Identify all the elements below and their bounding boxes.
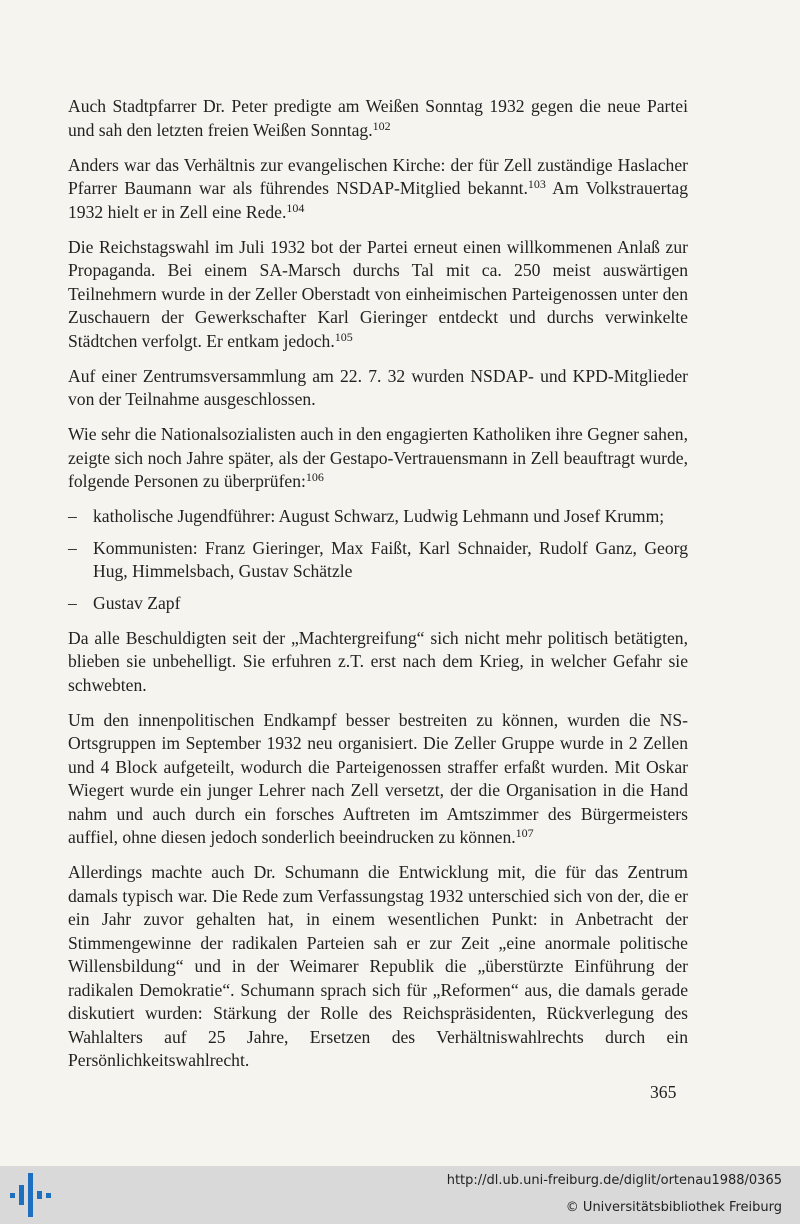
paragraph: [68, 95, 688, 142]
list-dash: –: [68, 506, 77, 526]
list-dash: –: [68, 592, 77, 613]
paragraph: [68, 365, 688, 412]
page-body: [68, 95, 688, 1084]
copyright-text: © Universitätsbibliothek Freiburg: [565, 1200, 782, 1215]
list-item: [68, 505, 688, 529]
footer-bar: [0, 1166, 800, 1224]
paragraph-text: Auch Stadtpfarrer Dr. Peter predigte am Weißen Sonntag 1932 gegen die neue Partei und sah den letzten freien Weißen Sonntag.: [68, 96, 688, 140]
paragraph: [68, 627, 688, 698]
list-item: [68, 592, 688, 616]
footnote-ref: 105: [334, 329, 353, 344]
paragraph-text: Die Reichstagswahl im Juli 1932 bot der Partei erneut einen willkommenen Anlaß zur Propaganda. Bei einem SA-Marsch durchs Tal mit ca. 250 meist auswärtigen Teilnehmern wurde in der Zeller Oberstadt von einheimischen Parteigenossen unter den Zuschauern der Gewerkschafter Karl Gieringer entdeckt und durchs verwinkelte Städtchen verfolgt. Er entkam jedoch.: [68, 236, 688, 351]
footnote-ref: 107: [515, 826, 534, 840]
footnote-ref: 106: [305, 470, 324, 484]
paragraph: [68, 236, 688, 354]
ub-freiburg-logo-icon: [10, 1173, 52, 1217]
permalink-url[interactable]: http://dl.ub.uni-freiburg.de/diglit/ortenau1988/0365: [446, 1173, 782, 1188]
paragraph-text: Da alle Beschuldigten seit der „Machtergreifung“ sich nicht mehr politisch betätigten, blieben sie unbehelligt. Sie erfuhren z.T. erst nach dem Krieg, in welcher Gefahr sie schwebten.: [68, 627, 688, 695]
list-item-text: Kommunisten: Franz Gieringer, Max Faißt, Karl Schnaider, Rudolf Ganz, Georg Hug, Himmelsbach, Gustav Schätzle: [93, 537, 688, 581]
list-item: [68, 537, 688, 584]
list-item-text: katholische Jugendführer: August Schwarz, Ludwig Lehmann und Josef Krumm;: [93, 506, 665, 526]
list-dash: –: [68, 537, 77, 558]
footnote-ref: 104: [286, 200, 305, 215]
footnote-ref: 103: [527, 177, 546, 191]
paragraph-text: Um den innenpolitischen Endkampf besser bestreiten zu können, wurden die NS-Ortsgruppen im September 1932 neu organisiert. Die Zeller Gruppe wurde in 2 Zellen und 4 Block aufgeteilt, wodurch die Parteigenossen straffer erfaßt wurden. Mit Oskar Wiegert wurde ein junger Lehrer nach Zell versetzt, der die Organisation in die Hand nahm und auch durch ein forsches Auftreten im Amtszimmer des Bürgermeisters auffiel, ohne diesen jedoch sonderlich beeindrucken zu können.: [68, 709, 688, 847]
person-list: [68, 505, 688, 615]
paragraph-text: Wie sehr die Nationalsozialisten auch in den engagierten Katholiken ihre Gegner sahen, zeigte sich noch Jahre später, als der Gestapo-Vertrauensmann in Zell beauftragt wurde, folgende Personen zu überprüfen:: [68, 424, 688, 491]
paragraph-text: Allerdings machte auch Dr. Schumann die Entwicklung mit, die für das Zentrum damals typisch war. Die Rede zum Verfassungstag 1932 unterschied sich von der, die er ein Jahr zuvor gehalten hat, in einem wesentlichen Punkt: in Anbetracht der Stimmengewinne der radikalen Parteien sah er zur Zeit „eine anormale politische Willensbildung“ und in der Weimarer Republik die „überstürzte Einführung der radikalen Demokratie“. Schumann sprach sich für „Reformen“ aus, die damals gerade diskutiert wurden: Stärkung der Rolle des Reichspräsidenten, Rückverlegung des Wahlalters auf 25 Jahre, Ersetzen des Verhältniswahlrechts durch ein Persönlichkeitswahlrecht.: [68, 862, 688, 1070]
footnote-ref: 102: [372, 118, 391, 133]
paragraph: [68, 861, 688, 1073]
paragraph: [68, 423, 688, 494]
paragraph: [68, 154, 688, 225]
paragraph: [68, 709, 688, 850]
paragraph-text: Anders war das Verhältnis zur evangelischen Kirche: der für Zell zuständige Haslacher Pfarrer Baumann war als führendes NSDAP-Mitglied bekannt.: [68, 154, 688, 198]
paragraph-text: Auf einer Zentrumsversammlung am 22. 7. 32 wurden NSDAP- und KPD-Mitglieder von der Teilnahme ausgeschlossen.: [68, 365, 688, 409]
paragraph-text: Am Volkstrauertag 1932 hielt er in Zell eine Rede.: [68, 178, 688, 222]
list-item-text: Gustav Zapf: [93, 592, 181, 613]
page-number: 365: [650, 1082, 677, 1102]
